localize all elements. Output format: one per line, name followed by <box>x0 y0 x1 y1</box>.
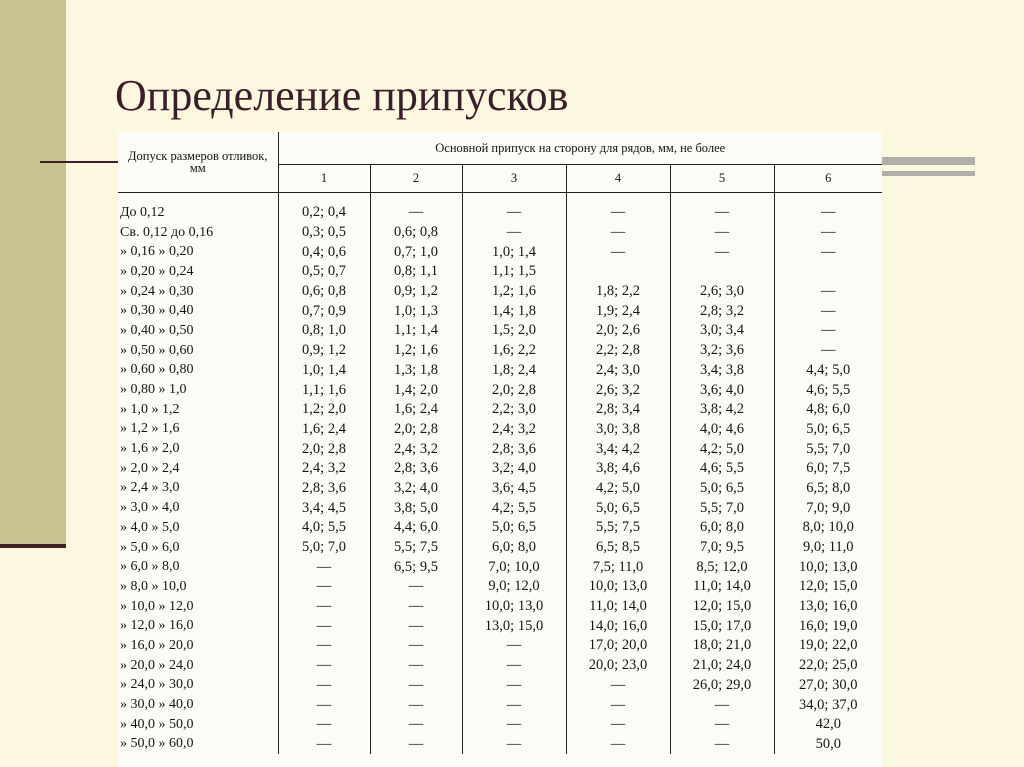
allowance-cell: 5,5; 7,0 <box>806 440 851 457</box>
right-decor-rule <box>882 157 975 165</box>
allowance-cell: 27,0; 30,0 <box>799 676 858 693</box>
allowance-cell: — <box>462 223 566 243</box>
tolerance-range-cell: » 12,0 » 16,0 <box>118 616 278 636</box>
allowance-cell: — <box>821 283 836 300</box>
tolerance-range-cell: » 0,60 » 0,80 <box>118 361 278 381</box>
allowance-cell: 1,0; 1,4 <box>462 242 566 262</box>
tolerance-range-cell: » 5,0 » 6,0 <box>118 538 278 558</box>
allowance-cell: 2,0; 2,8 <box>278 439 370 459</box>
allowance-cell: 2,2; 2,8 <box>566 341 670 361</box>
allowance-cell <box>774 262 882 282</box>
tolerance-range-cell: » 0,80 » 1,0 <box>118 380 278 400</box>
allowance-cell: 6,5; 8,5 <box>566 538 670 558</box>
table-row <box>118 380 882 400</box>
tolerance-range-cell: » 1,6 » 2,0 <box>118 439 278 459</box>
table-row <box>118 498 882 518</box>
allowance-cell <box>566 262 670 282</box>
left-decor-rule <box>0 544 66 548</box>
allowance-cell: 5,5; 7,5 <box>566 518 670 538</box>
allowance-cell: 1,8; 2,4 <box>462 361 566 381</box>
allowance-cell: 50,0 <box>815 735 841 752</box>
allowance-cell: 5,5; 7,0 <box>670 498 774 518</box>
allowance-cell: — <box>821 322 836 339</box>
allowance-cell: — <box>566 203 670 223</box>
allowance-cell: 5,0; 6,5 <box>566 498 670 518</box>
allowance-cell: 10,0; 13,0 <box>799 558 858 575</box>
allowance-cell: 2,4; 3,0 <box>566 361 670 381</box>
allowance-group-header: Основной припуск на сторону для рядов, мм, не более <box>278 132 882 164</box>
allowance-cell: 2,8; 3,4 <box>566 400 670 420</box>
allowance-cell: 0,4; 0,6 <box>278 242 370 262</box>
table-row <box>118 439 882 459</box>
allowance-cell: 8,5; 12,0 <box>670 557 774 577</box>
allowance-cell: 1,2; 1,6 <box>370 341 462 361</box>
series-column-header: 1 <box>278 164 370 192</box>
allowance-cell: — <box>670 223 774 243</box>
allowance-cell: 1,9; 2,4 <box>566 301 670 321</box>
allowance-cell: — <box>278 557 370 577</box>
table-row <box>118 282 882 302</box>
allowance-cell: 1,1; 1,6 <box>278 380 370 400</box>
series-column-header: 2 <box>370 164 462 192</box>
allowance-cell: 1,1; 1,5 <box>462 262 566 282</box>
allowance-cell: — <box>370 203 462 223</box>
allowance-cell: — <box>370 676 462 696</box>
tolerance-range-cell: » 40,0 » 50,0 <box>118 715 278 735</box>
tolerance-range-cell: » 10,0 » 12,0 <box>118 597 278 617</box>
allowance-cell: 2,8; 3,6 <box>462 439 566 459</box>
allowance-cell: 2,0; 2,8 <box>370 420 462 440</box>
allowance-cell: 13,0; 16,0 <box>799 598 858 615</box>
allowance-table <box>118 132 882 754</box>
table-row <box>118 557 882 577</box>
allowance-cell: — <box>370 597 462 617</box>
allowance-cell: 1,6; 2,4 <box>370 400 462 420</box>
allowance-cell: — <box>566 715 670 735</box>
allowance-cell: — <box>670 695 774 715</box>
allowance-cell: 6,0; 7,5 <box>806 460 851 477</box>
allowance-cell: 21,0; 24,0 <box>670 656 774 676</box>
allowance-cell: 1,4; 1,8 <box>462 301 566 321</box>
allowance-cell: — <box>278 715 370 735</box>
allowance-cell: — <box>462 735 566 755</box>
allowance-cell: — <box>278 577 370 597</box>
allowance-cell: 0,9; 1,2 <box>278 341 370 361</box>
table-row <box>118 676 882 696</box>
allowance-cell: 9,0; 12,0 <box>462 577 566 597</box>
allowance-cell <box>670 262 774 282</box>
table-row <box>118 636 882 656</box>
allowance-cell: 1,4; 2,0 <box>370 380 462 400</box>
allowance-cell: 1,0; 1,3 <box>370 301 462 321</box>
allowance-cell: — <box>278 616 370 636</box>
allowance-cell: — <box>566 676 670 696</box>
tolerance-range-cell: До 0,12 <box>118 203 278 223</box>
series-column-header: 5 <box>670 164 774 192</box>
table-row <box>118 695 882 715</box>
allowance-cell: 6,0; 8,0 <box>462 538 566 558</box>
allowance-cell: — <box>462 656 566 676</box>
allowance-cell: — <box>566 695 670 715</box>
tolerance-range-cell: » 1,0 » 1,2 <box>118 400 278 420</box>
allowance-cell: 0,6; 0,8 <box>278 282 370 302</box>
allowance-cell: 4,6; 5,5 <box>806 381 851 398</box>
tolerance-range-cell: » 0,24 » 0,30 <box>118 282 278 302</box>
allowance-cell: 3,8; 4,2 <box>670 400 774 420</box>
tolerance-range-cell: » 24,0 » 30,0 <box>118 676 278 696</box>
allowance-cell: 13,0; 15,0 <box>462 616 566 636</box>
allowance-cell: 5,0; 6,5 <box>806 420 851 437</box>
tolerance-range-cell: » 50,0 » 60,0 <box>118 735 278 755</box>
table-row <box>118 735 882 755</box>
allowance-cell: — <box>278 695 370 715</box>
allowance-cell: — <box>370 735 462 755</box>
allowance-cell: 0,8; 1,1 <box>370 262 462 282</box>
tolerance-range-cell: » 0,16 » 0,20 <box>118 242 278 262</box>
tolerance-range-cell: » 0,30 » 0,40 <box>118 301 278 321</box>
right-decor-rule-thin <box>882 171 975 176</box>
allowance-cell: 7,0; 10,0 <box>462 557 566 577</box>
allowance-cell: 4,4; 6,0 <box>370 518 462 538</box>
allowance-cell: 3,6; 4,0 <box>670 380 774 400</box>
allowance-cell: 0,6; 0,8 <box>370 223 462 243</box>
allowance-cell: 3,8; 4,6 <box>566 459 670 479</box>
allowance-cell: 22,0; 25,0 <box>799 657 858 674</box>
allowance-cell: — <box>821 204 836 221</box>
allowance-cell: 0,7; 0,9 <box>278 301 370 321</box>
allowance-cell: — <box>670 715 774 735</box>
tolerance-range-cell: » 30,0 » 40,0 <box>118 695 278 715</box>
allowance-cell: 0,3; 0,5 <box>278 223 370 243</box>
allowance-cell: — <box>462 676 566 696</box>
allowance-cell: — <box>566 223 670 243</box>
series-column-header: 6 <box>774 164 882 192</box>
table-row <box>118 616 882 636</box>
allowance-cell: 3,2; 4,0 <box>462 459 566 479</box>
allowance-cell: 7,5; 11,0 <box>566 557 670 577</box>
allowance-cell: — <box>670 203 774 223</box>
allowance-cell: 17,0; 20,0 <box>566 636 670 656</box>
allowance-cell: 2,4; 3,2 <box>278 459 370 479</box>
series-column-header: 4 <box>566 164 670 192</box>
allowance-cell: 6,5; 9,5 <box>370 557 462 577</box>
table-row <box>118 341 882 361</box>
tolerance-range-cell: » 1,2 » 1,6 <box>118 420 278 440</box>
tolerance-column-header: Допуск размеров отливок, мм <box>118 132 278 193</box>
allowance-cell: 1,2; 2,0 <box>278 400 370 420</box>
allowance-cell: 3,2; 4,0 <box>370 479 462 499</box>
allowance-cell: — <box>821 342 836 359</box>
allowance-cell: 2,8; 3,6 <box>278 479 370 499</box>
table-row <box>118 242 882 262</box>
allowance-cell: 16,0; 19,0 <box>799 617 858 634</box>
allowance-cell: 0,7; 1,0 <box>370 242 462 262</box>
table-row <box>118 597 882 617</box>
allowance-cell: — <box>370 636 462 656</box>
table-row <box>118 301 882 321</box>
allowance-cell: 7,0; 9,0 <box>806 499 851 516</box>
table-row <box>118 223 882 243</box>
allowance-cell: 0,2; 0,4 <box>278 203 370 223</box>
allowance-cell: 12,0; 15,0 <box>799 578 858 595</box>
allowance-cell: 1,1; 1,4 <box>370 321 462 341</box>
allowance-cell: 1,6; 2,4 <box>278 420 370 440</box>
allowance-cell: 0,8; 1,0 <box>278 321 370 341</box>
allowance-cell: 3,2; 3,6 <box>670 341 774 361</box>
allowance-cell: 2,6; 3,2 <box>566 380 670 400</box>
allowance-cell: 2,4; 3,2 <box>462 420 566 440</box>
title-decor-rule <box>40 161 120 163</box>
allowance-cell: 3,6; 4,5 <box>462 479 566 499</box>
allowance-cell: — <box>462 695 566 715</box>
allowance-cell: 2,2; 3,0 <box>462 400 566 420</box>
table-row <box>118 518 882 538</box>
allowance-cell: — <box>278 735 370 755</box>
allowance-cell: — <box>821 224 836 241</box>
table-row <box>118 459 882 479</box>
allowance-cell: — <box>278 656 370 676</box>
allowance-cell: 1,2; 1,6 <box>462 282 566 302</box>
table-row <box>118 479 882 499</box>
allowance-cell: 4,6; 5,5 <box>670 459 774 479</box>
allowance-cell: 10,0; 13,0 <box>566 577 670 597</box>
allowance-cell: 2,8; 3,6 <box>370 459 462 479</box>
tolerance-range-cell: » 0,40 » 0,50 <box>118 321 278 341</box>
allowance-cell: — <box>278 636 370 656</box>
tolerance-range-cell: » 6,0 » 8,0 <box>118 557 278 577</box>
allowance-cell: 14,0; 16,0 <box>566 616 670 636</box>
allowance-cell: 3,4; 4,2 <box>566 439 670 459</box>
allowance-cell: — <box>821 243 836 260</box>
table-row <box>118 321 882 341</box>
allowance-cell: 4,2; 5,0 <box>566 479 670 499</box>
allowance-cell: — <box>566 735 670 755</box>
allowance-cell: — <box>462 636 566 656</box>
allowance-cell: — <box>370 577 462 597</box>
allowance-cell: 3,4; 4,5 <box>278 498 370 518</box>
table-row <box>118 400 882 420</box>
allowance-cell: — <box>462 715 566 735</box>
table-row <box>118 715 882 735</box>
allowance-cell: 6,5; 8,0 <box>806 479 851 496</box>
allowance-cell: 42,0 <box>815 716 841 733</box>
left-decor-band <box>0 0 66 544</box>
allowance-cell: — <box>370 715 462 735</box>
allowance-cell: 4,2; 5,0 <box>670 439 774 459</box>
allowance-cell: 9,0; 11,0 <box>802 539 854 556</box>
allowance-cell: 3,8; 5,0 <box>370 498 462 518</box>
allowance-cell: 11,0; 14,0 <box>670 577 774 597</box>
allowance-cell: — <box>370 656 462 676</box>
allowance-cell: 8,0; 10,0 <box>802 519 854 536</box>
tolerance-range-cell: » 16,0 » 20,0 <box>118 636 278 656</box>
tolerance-range-cell: » 2,4 » 3,0 <box>118 479 278 499</box>
allowance-cell: 2,8; 3,2 <box>670 301 774 321</box>
allowance-cell: 1,5; 2,0 <box>462 321 566 341</box>
allowance-cell: — <box>670 242 774 262</box>
allowance-cell: 4,0; 5,5 <box>278 518 370 538</box>
allowance-cell: 0,9; 1,2 <box>370 282 462 302</box>
allowance-cell: 19,0; 22,0 <box>799 637 858 654</box>
allowance-cell: 7,0; 9,5 <box>670 538 774 558</box>
table-row <box>118 577 882 597</box>
tolerance-range-cell: » 4,0 » 5,0 <box>118 518 278 538</box>
allowance-cell: 4,0; 4,6 <box>670 420 774 440</box>
tolerance-range-cell: » 0,50 » 0,60 <box>118 341 278 361</box>
allowance-cell: 2,0; 2,8 <box>462 380 566 400</box>
table-row <box>118 538 882 558</box>
allowance-cell: 1,6; 2,2 <box>462 341 566 361</box>
tolerance-range-cell: » 2,0 » 2,4 <box>118 459 278 479</box>
allowance-cell: — <box>462 203 566 223</box>
allowance-cell: 26,0; 29,0 <box>670 676 774 696</box>
allowance-cell: 1,3; 1,8 <box>370 361 462 381</box>
table-row <box>118 656 882 676</box>
allowance-cell: 0,5; 0,7 <box>278 262 370 282</box>
table-row <box>118 361 882 381</box>
table-row <box>118 262 882 282</box>
allowance-cell: 5,0; 6,5 <box>462 518 566 538</box>
tolerance-range-cell: » 20,0 » 24,0 <box>118 656 278 676</box>
slide-title: Определение припусков <box>115 71 569 120</box>
allowance-cell: 5,0; 7,0 <box>278 538 370 558</box>
allowance-cell: — <box>670 735 774 755</box>
tolerance-range-cell: » 8,0 » 10,0 <box>118 577 278 597</box>
allowance-cell: — <box>566 242 670 262</box>
allowance-cell: 4,4; 5,0 <box>806 361 851 378</box>
allowance-cell: 3,0; 3,8 <box>566 420 670 440</box>
allowance-cell: 10,0; 13,0 <box>462 597 566 617</box>
allowance-cell: 3,4; 3,8 <box>670 361 774 381</box>
allowance-cell: 18,0; 21,0 <box>670 636 774 656</box>
allowance-cell: 1,0; 1,4 <box>278 361 370 381</box>
allowance-cell: 5,0; 6,5 <box>670 479 774 499</box>
allowance-cell: 11,0; 14,0 <box>566 597 670 617</box>
allowance-cell: 15,0; 17,0 <box>670 616 774 636</box>
tolerance-range-cell: Св. 0,12 до 0,16 <box>118 223 278 243</box>
allowance-cell: 4,8; 6,0 <box>806 401 851 418</box>
allowance-cell: 4,2; 5,5 <box>462 498 566 518</box>
allowance-cell: 12,0; 15,0 <box>670 597 774 617</box>
allowance-cell: 1,8; 2,2 <box>566 282 670 302</box>
table-row <box>118 203 882 223</box>
allowance-table-scan <box>118 132 882 767</box>
allowance-cell: 34,0; 37,0 <box>799 696 858 713</box>
allowance-cell: 5,5; 7,5 <box>370 538 462 558</box>
allowance-cell: 2,4; 3,2 <box>370 439 462 459</box>
allowance-cell: — <box>278 597 370 617</box>
tolerance-range-cell: » 0,20 » 0,24 <box>118 262 278 282</box>
tolerance-range-cell: » 3,0 » 4,0 <box>118 498 278 518</box>
allowance-cell: 2,0; 2,6 <box>566 321 670 341</box>
allowance-cell: — <box>821 302 836 319</box>
allowance-cell: — <box>370 695 462 715</box>
allowance-cell: — <box>370 616 462 636</box>
allowance-cell: 6,0; 8,0 <box>670 518 774 538</box>
allowance-cell: 2,6; 3,0 <box>670 282 774 302</box>
table-row <box>118 420 882 440</box>
allowance-cell: 3,0; 3,4 <box>670 321 774 341</box>
series-column-header: 3 <box>462 164 566 192</box>
allowance-cell: 20,0; 23,0 <box>566 656 670 676</box>
allowance-cell: — <box>278 676 370 696</box>
